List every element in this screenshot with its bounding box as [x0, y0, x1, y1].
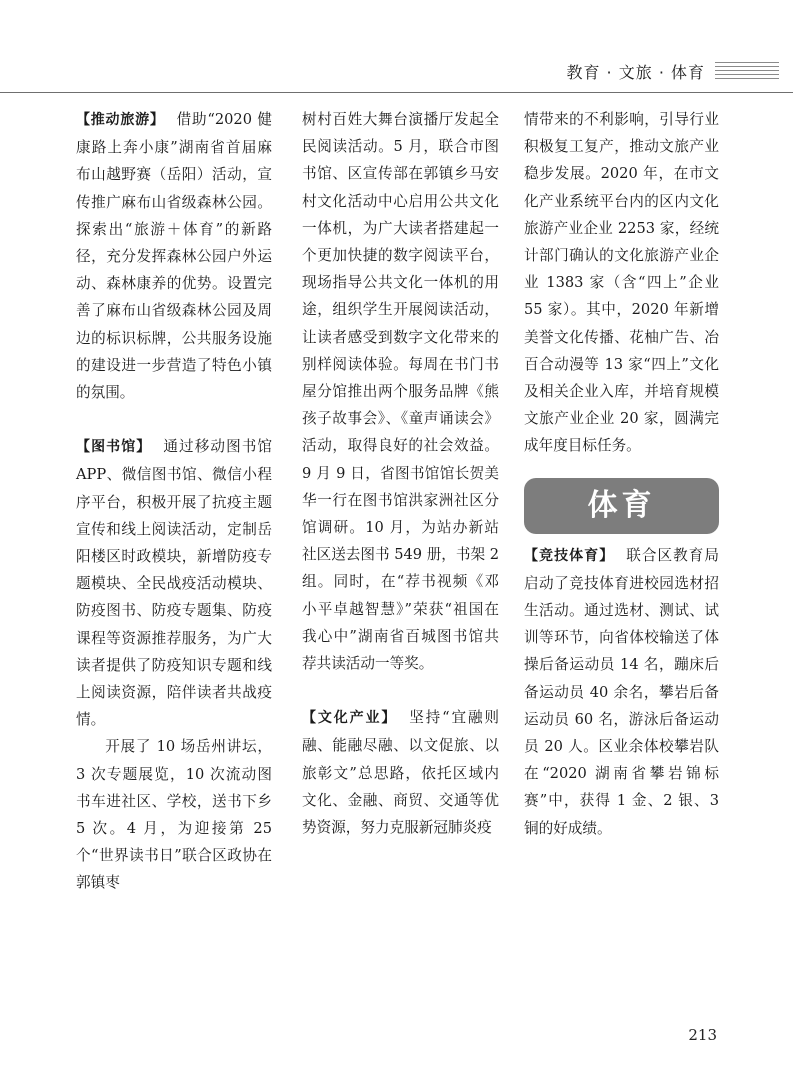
paragraph-culture-industry [302, 704, 499, 841]
header-rule [0, 92, 793, 93]
text-tourism: 借助“2020 健康路上奔小康”湖南省首届麻布山越野赛（岳阳）活动，宣传推广麻布山省级森林公园。探索出“旅游＋体育”的新路径，充分发挥森林公园户外运动、森林康养的优势。设置完善了麻布山省级森林公园及周边的标识标牌，公共服务设施的建设进一步营造了特色小镇的氛围。 [76, 111, 273, 402]
paragraph-culture-industry-continued: 情带来的不利影响，引导行业积极复工复产，推动文旅产业稳步发展。2020 年，在市文化产业系统平台内的区内文化旅游产业企业 2253 家，经统计部门确认的文化旅游产业企业 1383 家（含“四上”企业 55 家）。其中，2020 年新增美誉文化传播、花柚广告、冶百合动漫等 13 家“四上”文化及相关企业入库，并培育规模文旅产业企业 20 家，圆满完成年度目标任务。 [524, 111, 719, 455]
section-heading-sports [524, 478, 719, 534]
column-2 [302, 106, 499, 841]
text-competitive-sports: 联合区教育局启动了竞技体育进校园选材招生活动。通过选材、测试、试训等环节，向省体校输送了体操后备运动员 14 名，蹦床后备运动员 40 余名，攀岩后备运动员 60 名，游泳后备运动员 20 人。区业余体校攀岩队在“2020 湖南省攀岩锦标赛”中，获得 1 金、2 银、3 铜的好成绩。 [524, 546, 719, 837]
page-number: 213 [688, 1026, 717, 1044]
paragraph-library-continued: 树村百姓大舞台演播厅发起全民阅读活动。5 月，联合市图书馆、区宣传部在郭镇乡马安村文化活动中心启用公共文化一体机，为广大读者搭建起一个更加快捷的数字阅读平台，现场指导公共文化一体机的用途，组织学生开展阅读活动，让读者感受到数字文化带来的别样阅读体验。每周在书门书屋分馆推出两个服务品牌《熊孩子故事会》、《童声诵读会》活动，取得良好的社会效益。9 月 9 日，省图书馆馆长贺美华一行在图书馆洪家洲社区分馆调研。10 月，为站办新站社区送去图书 549 册，书架 2 组。同时，在“荐书视频《邓小平卓越智慧》”荣获“祖国在我心中”湖南省百城图书馆共荐共读活动一等奖。 [302, 111, 499, 673]
running-header [0, 50, 793, 94]
paragraph-competitive-sports [524, 542, 719, 842]
text-culture-industry: 坚持“宜融则融、能融尽融、以文促旅、以旅彰文”总思路，依托区域内文化、金融、商贸、交通等优势资源，努力克服新冠肺炎疫 [302, 709, 499, 837]
paragraph-library [76, 433, 272, 733]
section-header-title: 教育 · 文旅 · 体育 [566, 63, 705, 82]
lead-culture-industry: 【文化产业】 [302, 710, 398, 727]
paragraph-tourism [76, 106, 272, 406]
column-3 [524, 106, 719, 842]
header-decoration-lines [715, 62, 779, 82]
text-library: 通过移动图书馆 APP、微信图书馆、微信小程序平台，积极开展了抗疫主题宣传和线上阅读活动，定制岳阳楼区时政模块，新增防疫专题模块、全民战疫活动模块、防疫图书、防疫专题集、防疫课程等资源推荐服务，为广大读者提供了防疫知识专题和线上阅读资源，陪伴读者共战疫情。 [76, 438, 272, 729]
column-1 [76, 106, 272, 897]
lead-competitive-sports: 【竞技体育】 [524, 547, 615, 564]
lead-library: 【图书馆】 [76, 439, 152, 456]
section-heading-sports-text: 体育 [587, 488, 656, 524]
paragraph-library-events: 开展了 10 场岳州讲坛，3 次专题展览，10 次流动图书车进社区、学校，送书下乡 5 次。4 月，为迎接第 25 个“世界读书日”联合区政协在郭镇枣 [76, 738, 272, 892]
lead-tourism: 【推动旅游】 [76, 112, 165, 128]
